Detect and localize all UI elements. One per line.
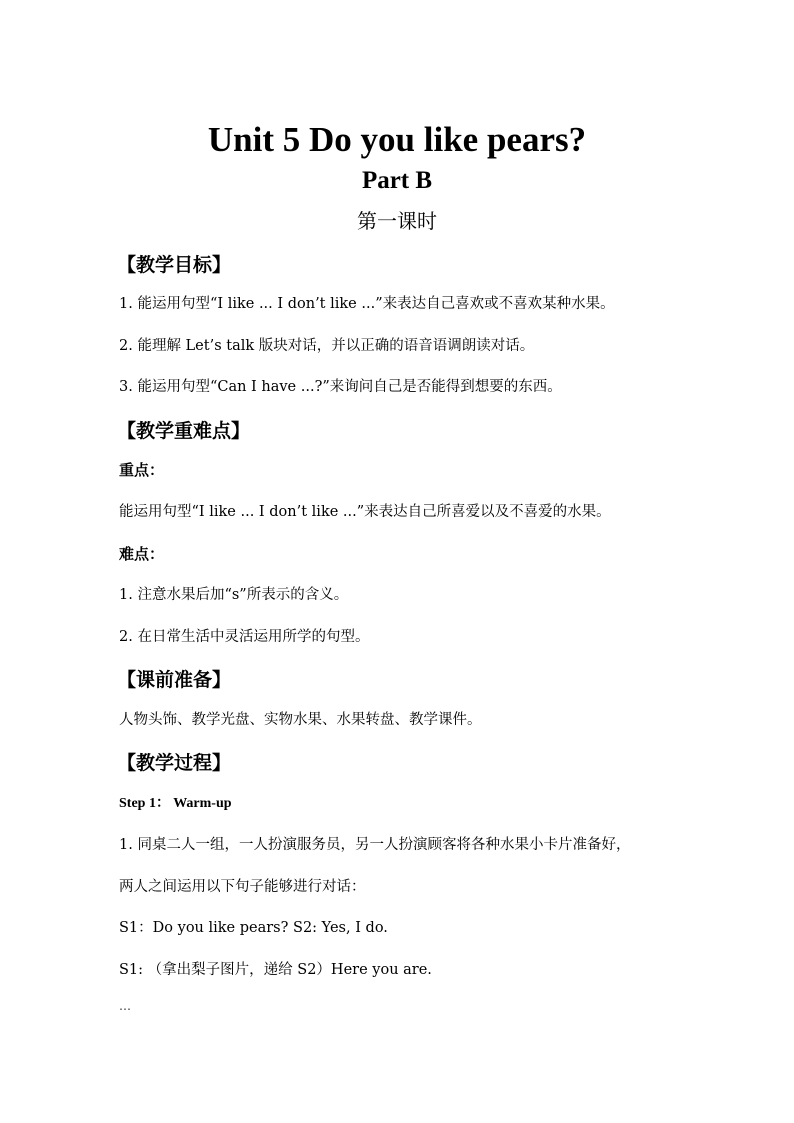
lesson-label: 第一课时: [357, 209, 437, 233]
preparation-heading: 【课前准备】: [117, 669, 232, 691]
document-subtitle: Part B: [361, 167, 433, 194]
objectives-heading: 【教学目标】: [117, 254, 232, 276]
focus-label: 重点：: [119, 461, 165, 479]
process-item-1-line-1: 1. 同桌二人一组，一人扮演服务员，另一人扮演顾客将各种水果小卡片准备好，: [119, 837, 631, 853]
dialogue-line-2: S1: （拿出梨子图片，递给 S2）Here you are.: [119, 962, 432, 978]
difficulty-item-2: 2. 在日常生活中灵活运用所学的句型。: [119, 629, 370, 645]
preparation-text: 人物头饰、教学光盘、实物水果、水果转盘、教学课件。: [119, 712, 482, 728]
objective-item-3: 3. 能运用句型“Can I have ...?”来询问自己是否能得到想要的东西。: [119, 379, 562, 395]
objective-item-1: 1. 能运用句型“I like ... I don’t like ...”来表达自己喜欢或不喜欢某种水果。: [119, 296, 615, 312]
dialogue-line-1: S1：Do you like pears? S2: Yes, I do.: [119, 920, 388, 936]
objective-item-2: 2. 能理解 Let’s talk 版块对话，并以正确的语音语调朗读对话。: [119, 338, 535, 354]
document-title: Unit 5 Do you like pears?: [207, 120, 587, 159]
focus-text: 能运用句型“I like ... I don’t like ...”来表达自己所喜爱以及不喜爱的水果。: [119, 504, 611, 520]
difficulty-item-1: 1. 注意水果后加“s”所表示的含义。: [119, 587, 349, 603]
process-heading: 【教学过程】: [117, 752, 232, 774]
difficulty-label: 难点：: [119, 545, 165, 563]
step-1-label: Step 1： Warm-up: [119, 796, 232, 811]
key-points-heading: 【教学重难点】: [117, 420, 251, 442]
continuation-ellipsis: …: [119, 999, 131, 1013]
process-item-1-line-2: 两人之间运用以下句子能够进行对话：: [119, 879, 366, 895]
